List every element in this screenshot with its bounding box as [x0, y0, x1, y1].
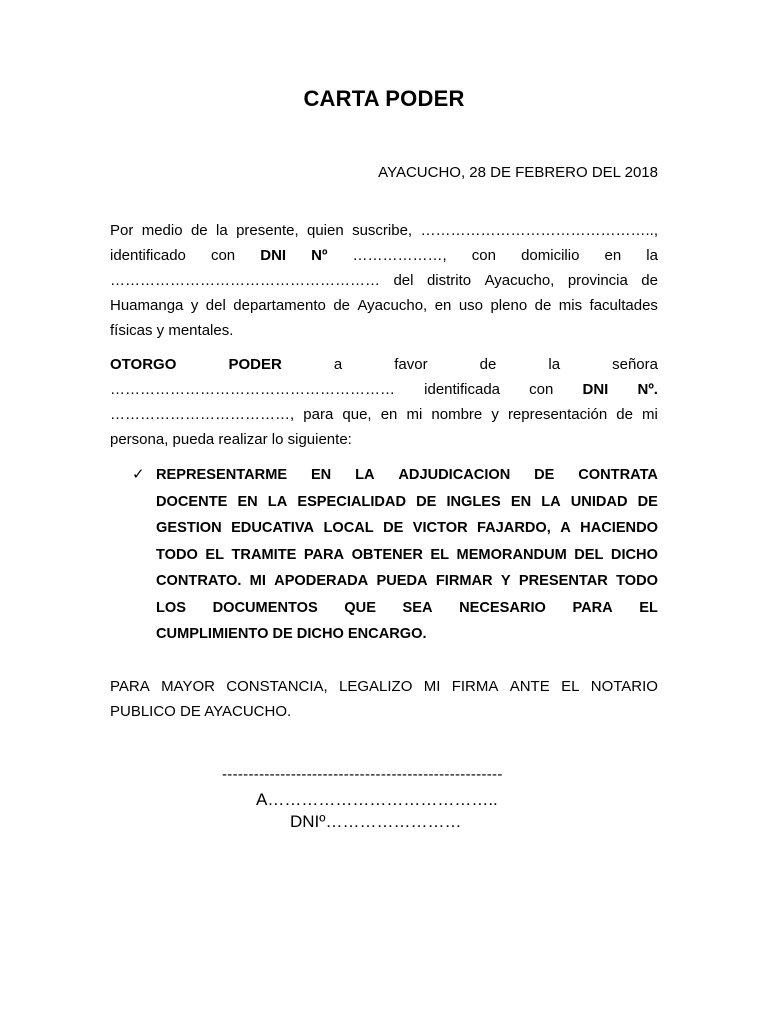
- word: DE: [383, 520, 404, 536]
- word: Ayacucho,: [484, 272, 555, 289]
- paragraph-line: [110, 243, 658, 268]
- word: LA: [541, 493, 561, 510]
- word: PARA: [303, 546, 345, 563]
- word: de: [641, 272, 658, 289]
- word: INGLES: [446, 493, 501, 510]
- word: con: [529, 381, 554, 398]
- word: QUE: [344, 599, 376, 616]
- paragraph-line: persona, pueda realizar lo siguiente:: [110, 431, 352, 448]
- bullet-text: [156, 462, 658, 648]
- word: A: [560, 520, 571, 536]
- word: y: [491, 406, 499, 423]
- word: representación: [507, 406, 608, 423]
- word: TRAMITE: [231, 546, 297, 563]
- word: distrito: [426, 272, 472, 289]
- word: LEGALIZO: [339, 678, 413, 695]
- word: UNIDAD: [570, 493, 628, 510]
- word: con: [471, 247, 496, 264]
- paragraph-line: [110, 402, 658, 427]
- word: FAJARDO,: [477, 520, 551, 536]
- paragraph-line: PUBLICO DE AYACUCHO.: [110, 703, 292, 720]
- paragraph-line: [110, 352, 658, 377]
- word: OBTENER: [351, 546, 423, 563]
- word: EN: [237, 493, 258, 510]
- word: HACIENDO: [580, 520, 658, 536]
- word: quien: [307, 222, 344, 239]
- word: EL: [561, 678, 580, 695]
- paragraph-line: [110, 218, 658, 243]
- document-title: CARTA PODER: [303, 86, 465, 111]
- signature-dni-blank: DNIº……………………: [290, 812, 462, 831]
- paragraph-line: físicas y mentales.: [110, 322, 234, 339]
- word: PUEDA: [376, 573, 428, 589]
- word: CONSTANCIA,: [226, 678, 328, 695]
- word: ADJUDICACION: [398, 467, 511, 483]
- word: mi: [406, 406, 423, 423]
- word: ………………………………………………: [110, 272, 380, 289]
- word: LOCAL: [323, 520, 374, 536]
- word: en: [604, 247, 622, 264]
- word: MI: [423, 678, 441, 695]
- dni-label: DNI: [260, 247, 287, 264]
- word: Ayacucho,: [357, 297, 428, 314]
- paragraph-line: [110, 293, 658, 318]
- paragraph-line: [110, 377, 658, 402]
- word: Por: [110, 222, 134, 239]
- word: ESPECIALIDAD: [297, 493, 406, 510]
- word: EN: [310, 467, 332, 483]
- word: identificada: [424, 381, 501, 398]
- bullet-line: [156, 542, 658, 569]
- word: EDUCATIVA: [231, 520, 315, 536]
- word: MAYOR: [161, 678, 215, 695]
- word: REPRESENTARME: [156, 467, 288, 483]
- bullet-line: [156, 568, 658, 595]
- word: TODO: [156, 546, 198, 563]
- word: EL: [205, 546, 225, 563]
- word: domicilio: [521, 247, 580, 264]
- date-line: AYACUCHO, 28 DE FEBRERO DEL 2018: [378, 164, 658, 181]
- word: DOCUMENTOS: [212, 599, 318, 616]
- word: NECESARIO: [459, 599, 546, 616]
- word: CONTRATA: [578, 467, 658, 483]
- word: de: [616, 406, 633, 423]
- paragraph-legalize: [110, 674, 658, 724]
- word: pleno: [490, 297, 528, 314]
- word: FIRMAR: [435, 573, 493, 589]
- word: VICTOR: [412, 520, 468, 536]
- paragraph-grantor: [110, 218, 658, 343]
- word: MI: [249, 573, 266, 589]
- word: EN: [510, 493, 532, 510]
- word: Y: [500, 573, 511, 589]
- signature-name-blank: A…………………………………..: [256, 790, 498, 809]
- word: medio: [141, 222, 183, 239]
- word: favor: [394, 356, 428, 373]
- bullet-line: [156, 462, 658, 489]
- word: la: [548, 356, 561, 373]
- dni-blank: ………………,: [352, 247, 447, 264]
- paragraph-grant: [110, 352, 658, 452]
- number-sign: Nº.: [637, 381, 658, 398]
- bullet-item: [132, 462, 658, 648]
- word: la: [646, 247, 658, 264]
- dni-label: DNI: [582, 381, 609, 398]
- word: del: [393, 272, 414, 289]
- paragraph-line: [110, 674, 658, 699]
- word: DE: [416, 493, 437, 510]
- bullet-line: CUMPLIMIENTO DE DICHO ENCARGO.: [156, 626, 427, 642]
- word: a: [333, 356, 343, 373]
- word: en: [434, 297, 452, 314]
- word: señora: [612, 356, 658, 373]
- word: mi: [642, 406, 658, 423]
- word: del: [205, 297, 226, 314]
- number-sign: Nº: [311, 247, 328, 264]
- signature-line: -----------------------------------------------------: [222, 766, 503, 783]
- word: PARA: [110, 678, 150, 695]
- paragraph-line: [110, 268, 658, 293]
- word: SEA: [402, 599, 433, 616]
- word: FIRMA: [451, 678, 499, 695]
- word: y: [190, 297, 199, 314]
- checkmark-icon: ✓: [132, 466, 145, 483]
- name-blank: …………………………………………………: [110, 381, 395, 398]
- word: en: [380, 406, 398, 423]
- word: la: [216, 222, 228, 239]
- otorgo-word: OTORGO: [110, 356, 177, 373]
- word: con: [210, 247, 236, 264]
- word: ………………………………………..,: [420, 222, 658, 239]
- word: identificado: [110, 247, 186, 264]
- word: PRESENTAR: [518, 573, 608, 589]
- word: mis: [558, 297, 583, 314]
- word: uso: [458, 297, 484, 314]
- word: suscribe,: [352, 222, 413, 239]
- word: APODERADA: [274, 573, 369, 589]
- word: nombre: [431, 406, 483, 423]
- word: para: [303, 406, 334, 423]
- word: presente,: [236, 222, 299, 239]
- bullet-line: [156, 489, 658, 516]
- word: facultades: [589, 297, 658, 314]
- word: CONTRATO.: [156, 573, 242, 589]
- word: departamento: [233, 297, 326, 314]
- word: TODO: [616, 573, 658, 589]
- word: ANTE: [509, 678, 550, 695]
- word: DEL: [574, 546, 604, 563]
- word: MEMORANDUM: [456, 546, 567, 563]
- word: NOTARIO: [590, 678, 658, 695]
- word: DOCENTE: [156, 493, 228, 510]
- word: DE: [637, 493, 658, 510]
- word: de: [333, 297, 350, 314]
- word: de: [534, 297, 552, 314]
- word: de: [190, 222, 208, 239]
- word: ………………………………,: [110, 406, 295, 423]
- word: GESTION: [156, 520, 222, 536]
- word: LOS: [156, 599, 186, 616]
- word: EL: [639, 599, 658, 616]
- word: DICHO: [610, 546, 658, 563]
- bullet-line: [156, 595, 658, 622]
- poder-word: PODER: [228, 356, 282, 373]
- bullet-line: [156, 515, 658, 542]
- word: de: [479, 356, 497, 373]
- word: LA: [355, 467, 375, 483]
- word: provincia: [567, 272, 628, 289]
- word: EL: [430, 546, 450, 563]
- word: PARA: [572, 599, 613, 616]
- word: DE: [534, 467, 555, 483]
- word: LA: [267, 493, 288, 510]
- word: que,: [342, 406, 372, 423]
- word: Huamanga: [110, 297, 184, 314]
